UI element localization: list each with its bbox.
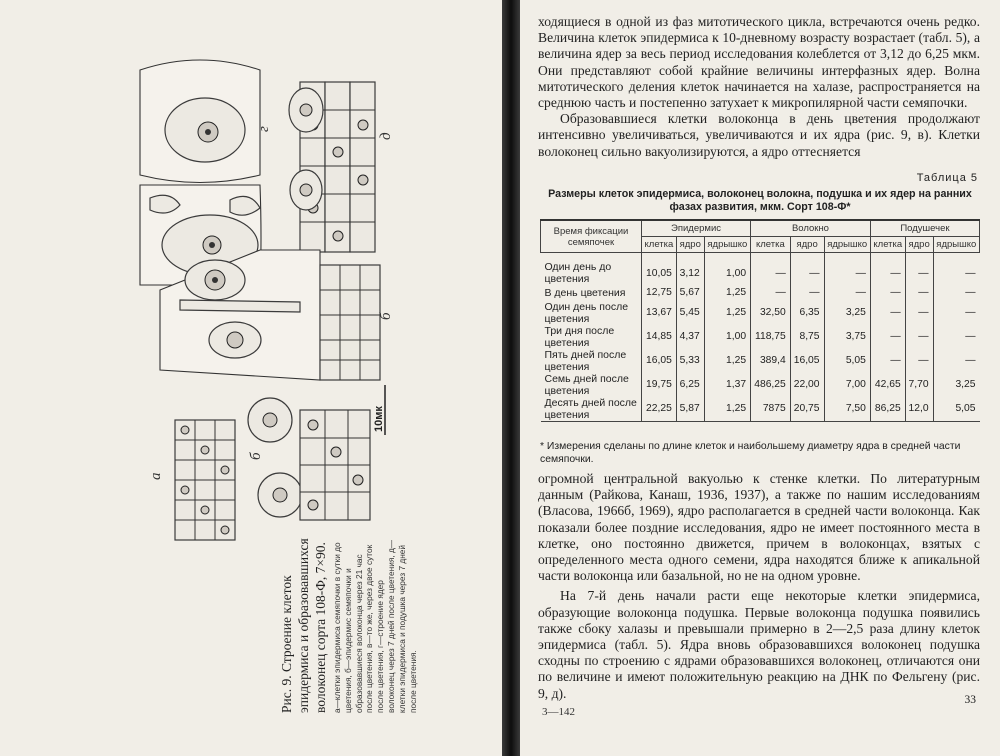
value-cell: 7875 (751, 397, 791, 422)
value-cell: — (790, 253, 824, 286)
value-cell: 12,0 (905, 397, 933, 422)
value-cell: 16,05 (642, 349, 677, 373)
time-cell: Пять дней после цветения (544, 348, 627, 373)
value-cell: 118,75 (751, 325, 791, 349)
panel-d (289, 82, 375, 252)
value-cell: 3,25 (824, 301, 870, 325)
value-cell: — (905, 285, 933, 301)
value-cell: 86,25 (870, 397, 905, 422)
value-cell: 5,45 (676, 301, 704, 325)
table-5 (540, 219, 980, 422)
value-cell: 1,00 (704, 325, 750, 349)
figure-caption (278, 538, 418, 713)
value-cell: 16,05 (790, 349, 824, 373)
label-a: а (148, 472, 164, 480)
value-cell: 22,25 (642, 397, 677, 422)
value-cell: 19,75 (642, 373, 677, 397)
table-title: Размеры клеток эпидермиса, волоконец волокна, подушка и их ядер на ранних фазах развития, мкм. Сорт 108-Ф* (548, 188, 972, 213)
table-footnote: * Измерения сделаны по длине клеток и наибольшему диаметру ядра в средней части семяпочки. (540, 441, 961, 465)
sub-header: ядрышко (704, 237, 750, 253)
value-cell: 1,00 (704, 253, 750, 286)
value-cell: 3,12 (676, 253, 704, 286)
time-cell: Один день до цветения (544, 261, 612, 285)
value-cell: 14,85 (642, 325, 677, 349)
value-cell: 12,75 (642, 285, 677, 301)
value-cell: 5,05 (824, 349, 870, 373)
time-cell: Один день после цветения (544, 300, 629, 325)
table-row (541, 349, 980, 373)
value-cell: 13,67 (642, 301, 677, 325)
paragraph: На 7-й день начали расти еще некоторые клетки эпидермиса, образующие волоконца подушка. Первые волоконца подушка появились также сбоку халазы и превышали примерно в 2—2,5 раза длину клеток эпидермиса (табл. 5). Ядра вновь образовавшихся волоконец подушка сходны по строению с ядрами образовавшихся волоконец, отличаются они по величине и имеют положительную реакцию на ДНК по Фельгену (рис. 9, д). (538, 588, 980, 701)
value-cell: 3,25 (933, 373, 979, 397)
value-cell: — (905, 301, 933, 325)
value-cell: 3,75 (824, 325, 870, 349)
sub-header: ядрышко (933, 237, 979, 253)
value-cell: — (870, 349, 905, 373)
panel-v (248, 398, 370, 520)
value-cell: 389,4 (751, 349, 791, 373)
value-cell: — (933, 285, 979, 301)
book-gutter (502, 0, 520, 756)
value-cell: 5,67 (676, 285, 704, 301)
paragraph: Образовавшиеся клетки волоконца в день цветения продолжают интенсивно увеличиваться, увеличиваются и их ядра (рис. 9, в). Клетки волоконец сильно вакуолизируются, а ядро оттесняется (538, 111, 980, 159)
value-cell: 22,00 (790, 373, 824, 397)
time-cell: Семь дней после цветения (544, 372, 629, 397)
value-cell: 4,37 (676, 325, 704, 349)
table-row (541, 301, 980, 325)
value-cell: 1,25 (704, 285, 750, 301)
value-cell: 6,35 (790, 301, 824, 325)
caption-title: Рис. 9. Строение клеток эпидермиса и образовавшихся волоконец сорта 108-Ф, 7×90. (279, 538, 328, 713)
paragraph: огромной центральной вакуолью к стенке клетки. По литературным данным (Райкова, Канаш, 1936, 1937), а также по нашим исследованиям (Власова, 1966б, 1969), ядро располагается в средней части волоконца. Как показали более поздние исследования, ядро не имеет постоянного места в клетке, оно постоянно движется, причем в волоконцах, взятых с определенного места одного семени, ядра находятся ближе к апикальной части волоконца или базальной, но не на одном уровне. (538, 471, 980, 584)
text-bottom (538, 471, 980, 702)
value-cell: — (870, 253, 905, 286)
time-cell: Десять дней после цветения (541, 397, 642, 422)
label-b-lower: б (248, 452, 264, 460)
value-cell: — (870, 301, 905, 325)
text-top (538, 14, 980, 160)
sub-header: клетка (751, 237, 791, 253)
time-cell: В день цветения (544, 286, 626, 299)
scale-label: 10мк (373, 406, 385, 432)
value-cell: 10,05 (642, 253, 677, 286)
group-header: Эпидермис (642, 220, 751, 237)
value-cell: — (790, 285, 824, 301)
figure-9 (120, 40, 420, 560)
value-cell: — (933, 349, 979, 373)
table-row (541, 397, 980, 422)
value-cell: 5,05 (933, 397, 979, 422)
value-cell: 7,00 (824, 373, 870, 397)
value-cell: 8,75 (790, 325, 824, 349)
value-cell: — (824, 253, 870, 286)
value-cell: — (905, 325, 933, 349)
sub-header: ядро (790, 237, 824, 253)
sub-header: клетка (870, 237, 905, 253)
paragraph: ходящиеся в одной из фаз митотического цикла, встречаются очень редко. Величина клеток эпидермиса к 10-дневному возрасту возрастает (табл. 5), а величина ядер за весь период исследования колеблется от 3,12 до 6,25 мкм. Они представляют собой крайние величины интерфазных ядер. Волна митотического деления клеток начинается на халазе, распространяется на среднюю часть и постепенно затухает к микропилярной части семяпочки. (538, 14, 980, 111)
group-header: Подушечек (870, 220, 979, 237)
time-cell: Три дня после цветения (544, 324, 615, 349)
signature-mark: 3—142 (542, 706, 575, 718)
right-page (520, 0, 1000, 756)
panel-a (175, 420, 235, 540)
sub-header: ядро (905, 237, 933, 253)
panel-g (140, 60, 261, 285)
caption-legend: а—клетки эпидермиса семяпочки в сутки до цветения, б—эпидермис семяпочки и образовавшиеся волоконца через 21 час после цветения, в—то же, через двое суток после цветения, г—строение ядер волоконец через 7 дней после цветения, д—клетки эпидермиса и подушка через 7 дней после цветения. (332, 539, 418, 713)
value-cell: 7,50 (824, 397, 870, 422)
value-cell: — (933, 253, 979, 286)
value-cell: — (933, 325, 979, 349)
time-header: Время фиксации семяпочек (541, 220, 642, 253)
value-cell: — (933, 301, 979, 325)
value-cell: — (751, 285, 791, 301)
value-cell: 1,37 (704, 373, 750, 397)
value-cell: 6,25 (676, 373, 704, 397)
table-body (541, 253, 980, 422)
value-cell: — (870, 325, 905, 349)
value-cell: 32,50 (751, 301, 791, 325)
table-row (541, 373, 980, 397)
value-cell: 42,65 (870, 373, 905, 397)
value-cell: 486,25 (751, 373, 791, 397)
label-d: д (378, 132, 394, 140)
sub-header: ядрышко (824, 237, 870, 253)
value-cell: — (870, 285, 905, 301)
value-cell: — (751, 253, 791, 286)
group-header: Волокно (751, 220, 871, 237)
value-cell: 1,25 (704, 397, 750, 422)
table-row (541, 253, 980, 286)
value-cell: 1,25 (704, 301, 750, 325)
page-number: 33 (964, 694, 976, 706)
value-cell: 20,75 (790, 397, 824, 422)
value-cell: 5,33 (676, 349, 704, 373)
value-cell: 5,87 (676, 397, 704, 422)
value-cell: — (905, 349, 933, 373)
sub-header: ядро (676, 237, 704, 253)
label-g: г (256, 126, 272, 132)
table-row (541, 325, 980, 349)
panel-b (160, 250, 380, 380)
sub-header: клетка (642, 237, 677, 253)
table-row (541, 285, 980, 301)
value-cell: — (824, 285, 870, 301)
value-cell: 7,70 (905, 373, 933, 397)
value-cell: — (905, 253, 933, 286)
table-number: Таблица 5 (916, 172, 978, 184)
value-cell: 1,25 (704, 349, 750, 373)
label-b: б (378, 312, 394, 320)
